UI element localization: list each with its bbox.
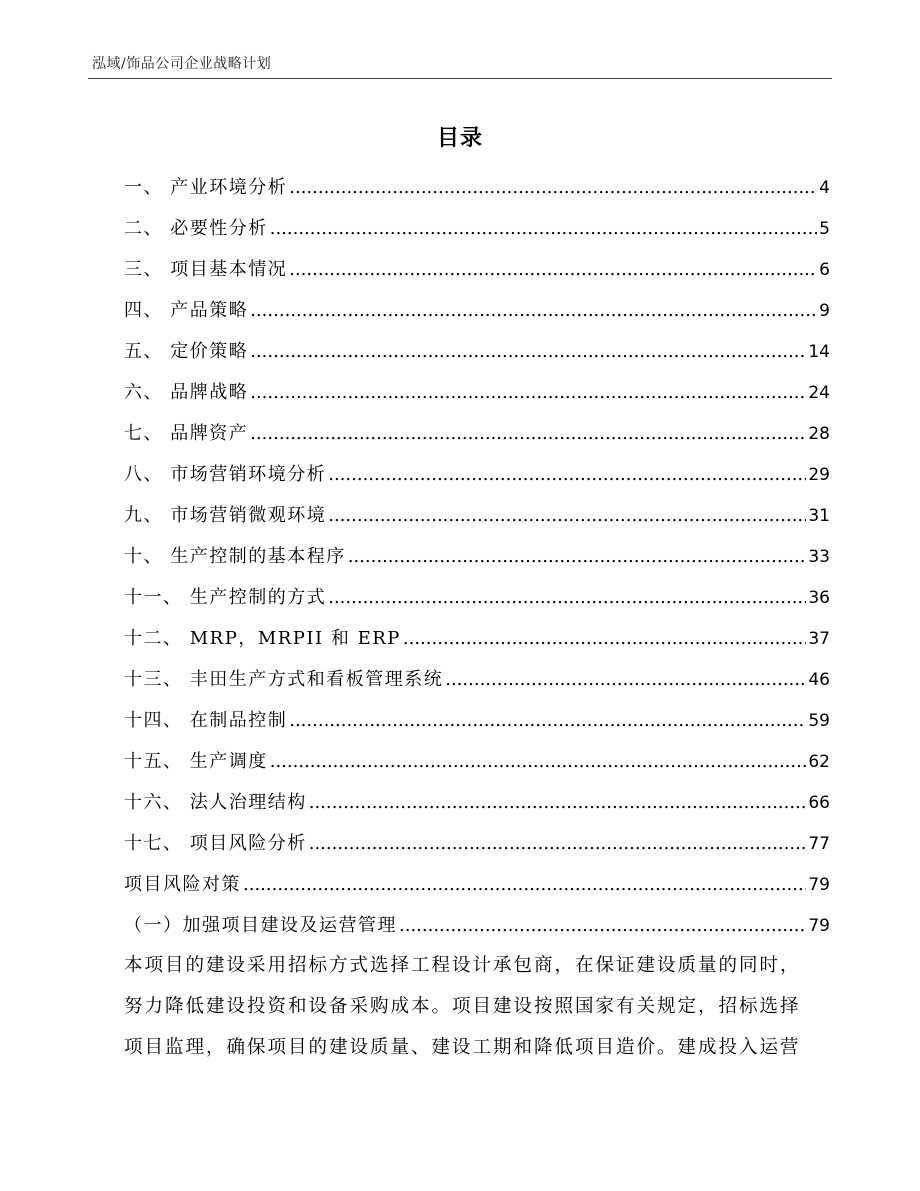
- toc-entry-page: 79: [808, 916, 830, 936]
- toc-leader-dots: [309, 782, 807, 823]
- toc-entry[interactable]: [124, 249, 830, 290]
- toc-entry-label: 十、 生产控制的基本程序: [124, 546, 346, 567]
- toc-leader-dots: [328, 495, 806, 536]
- toc-entry-label: 二、 必要性分析: [124, 218, 268, 239]
- toc-entry-label: （一）加强项目建设及运营管理: [124, 915, 397, 936]
- toc-leader-dots: [289, 700, 806, 741]
- toc-leader-dots: [270, 208, 817, 249]
- toc-entry-page: 33: [808, 547, 830, 567]
- table-of-contents: [124, 167, 830, 946]
- toc-leader-dots: [403, 618, 806, 659]
- toc-leader-dots: [270, 741, 807, 782]
- toc-entry-label: 四、 产品策略: [124, 300, 249, 321]
- toc-leader-dots: [250, 331, 806, 372]
- toc-entry-page: 62: [808, 752, 830, 772]
- toc-entry[interactable]: [124, 905, 830, 946]
- toc-entry-page: 36: [808, 588, 830, 608]
- toc-entry-page: 9: [819, 301, 830, 321]
- toc-entry[interactable]: [124, 782, 830, 823]
- toc-leader-dots: [289, 249, 817, 290]
- toc-entry-page: 31: [808, 506, 830, 526]
- toc-entry-page: 77: [808, 834, 830, 854]
- toc-entry[interactable]: [124, 454, 830, 495]
- toc-entry[interactable]: [124, 823, 830, 864]
- toc-entry-page: 6: [819, 260, 830, 280]
- toc-entry[interactable]: [124, 413, 830, 454]
- toc-entry-label: 五、 定价策略: [124, 341, 249, 362]
- toc-entry-label: 十三、 丰田生产方式和看板管理系统: [124, 669, 444, 690]
- toc-entry[interactable]: [124, 659, 830, 700]
- toc-entry[interactable]: [124, 331, 830, 372]
- toc-entry-label: 十六、 法人治理结构: [124, 792, 307, 813]
- toc-entry-page: 37: [808, 629, 830, 649]
- toc-entry[interactable]: [124, 290, 830, 331]
- body-line: 项目监理，确保项目的建设质量、建设工期和降低项目造价。建成投入运营: [124, 1037, 801, 1058]
- body-line: 本项目的建设采用招标方式选择工程设计承包商，在保证建设质量的同时，: [124, 955, 801, 976]
- toc-entry[interactable]: [124, 167, 830, 208]
- body-line: 努力降低建设投资和设备采购成本。项目建设按照国家有关规定，招标选择: [124, 996, 801, 1017]
- toc-entry-label: 八、 市场营销环境分析: [124, 464, 327, 485]
- toc-entry-label: 十五、 生产调度: [124, 751, 268, 772]
- body-paragraph: [124, 945, 830, 1068]
- toc-entry-label: 九、 市场营销微观环境: [124, 505, 327, 526]
- toc-entry-label: 十四、 在制品控制: [124, 710, 288, 731]
- toc-entry-page: 4: [819, 178, 830, 198]
- toc-entry-page: 14: [808, 342, 830, 362]
- running-header: 泓域/饰品公司企业战略计划: [92, 56, 272, 72]
- toc-entry[interactable]: [124, 372, 830, 413]
- toc-entry-label: 七、 品牌资产: [124, 423, 249, 444]
- toc-entry-page: 5: [819, 219, 830, 239]
- toc-entry-page: 29: [808, 465, 830, 485]
- toc-entry[interactable]: [124, 208, 830, 249]
- toc-entry-page: 59: [808, 711, 830, 731]
- toc-entry-page: 24: [808, 383, 830, 403]
- toc-entry-label: 十七、 项目风险分析: [124, 833, 307, 854]
- toc-entry[interactable]: [124, 700, 830, 741]
- toc-entry-page: 46: [808, 670, 830, 690]
- toc-leader-dots: [328, 577, 806, 618]
- toc-entry[interactable]: [124, 577, 830, 618]
- toc-leader-dots: [243, 864, 806, 905]
- toc-entry-label: 项目风险对策: [124, 874, 241, 895]
- toc-leader-dots: [250, 413, 806, 454]
- toc-entry[interactable]: [124, 495, 830, 536]
- toc-entry-page: 66: [808, 793, 830, 813]
- toc-entry-label: 一、 产业环境分析: [124, 177, 288, 198]
- toc-entry[interactable]: [124, 741, 830, 782]
- header-divider: [88, 78, 832, 79]
- toc-entry-page: 28: [808, 424, 830, 444]
- toc-leader-dots: [328, 454, 806, 495]
- toc-leader-dots: [309, 823, 807, 864]
- toc-entry[interactable]: [124, 536, 830, 577]
- toc-leader-dots: [399, 905, 806, 946]
- toc-entry-label: 三、 项目基本情况: [124, 259, 288, 280]
- toc-entry-label: 十二、 MRP，MRPII 和 ERP: [124, 628, 401, 649]
- toc-entry[interactable]: [124, 618, 830, 659]
- toc-title: 目录: [436, 126, 483, 151]
- toc-leader-dots: [289, 167, 817, 208]
- toc-leader-dots: [348, 536, 807, 577]
- toc-entry[interactable]: [124, 864, 830, 905]
- toc-leader-dots: [250, 372, 806, 413]
- toc-entry-label: 十一、 生产控制的方式: [124, 587, 327, 608]
- toc-entry-page: 79: [808, 875, 830, 895]
- toc-entry-label: 六、 品牌战略: [124, 382, 249, 403]
- toc-leader-dots: [250, 290, 817, 331]
- toc-leader-dots: [445, 659, 806, 700]
